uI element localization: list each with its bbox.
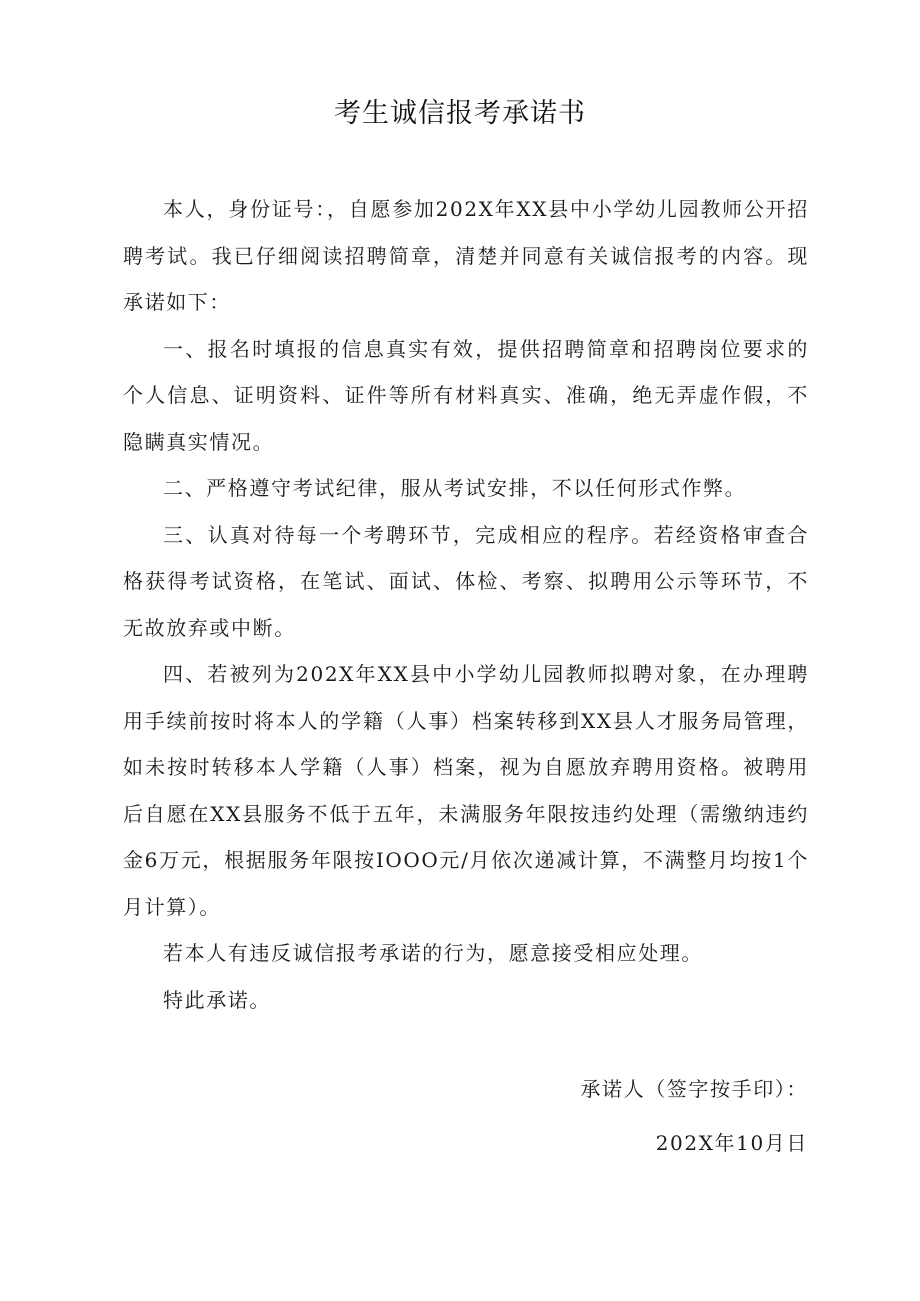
pledge-item-4: 四、若被列为202X年XX县中小学幼儿园教师拟聘对象，在办理聘用手续前按时将本人的学籍（人事）档案转移到XX县人才服务局管理，如未按时转移本人学籍（人事）档案，视为自愿放弃聘用资格。被聘用后自愿在XX县服务不低于五年，未满服务年限按违约处理（需缴纳违约金6万元，根据服务年限按IOOO元/月依次递减计算，不满整月均按1个月计算）。: [123, 662, 809, 919]
intro-paragraph: 本人，身份证号：，自愿参加202X年XX县中小学幼儿园教师公开招聘考试。我已仔细阅读招聘简章，清楚并同意有关诚信报考的内容。现承诺如下：: [123, 197, 809, 314]
pledge-item-2: 二、严格遵守考试纪律，服从考试安排，不以任何形式作弊。: [163, 476, 747, 500]
document-title: 考生诚信报考承诺书: [334, 98, 586, 129]
signature-label: 承诺人（签字按手印）：: [580, 1077, 808, 1101]
signature-date: 202X年10月日: [655, 1131, 808, 1155]
pledge-item-3: 三、认真对待每一个考聘环节，完成相应的程序。若经资格审查合格获得考试资格，在笔试、面试、体检、考察、拟聘用公示等环节，不无故放弃或中断。: [123, 522, 809, 640]
closing-statement: 特此承诺。: [163, 987, 271, 1012]
document-body: [123, 186, 809, 1023]
violation-clause: 若本人有违反诚信报考承诺的行为，愿意接受相应处理。: [163, 941, 703, 965]
pledge-item-1: 一、报名时填报的信息真实有效，提供招聘简章和招聘岗位要求的个人信息、证明资料、证件等所有材料真实、准确，绝无弄虚作假，不隐瞒真实情况。: [123, 336, 809, 454]
